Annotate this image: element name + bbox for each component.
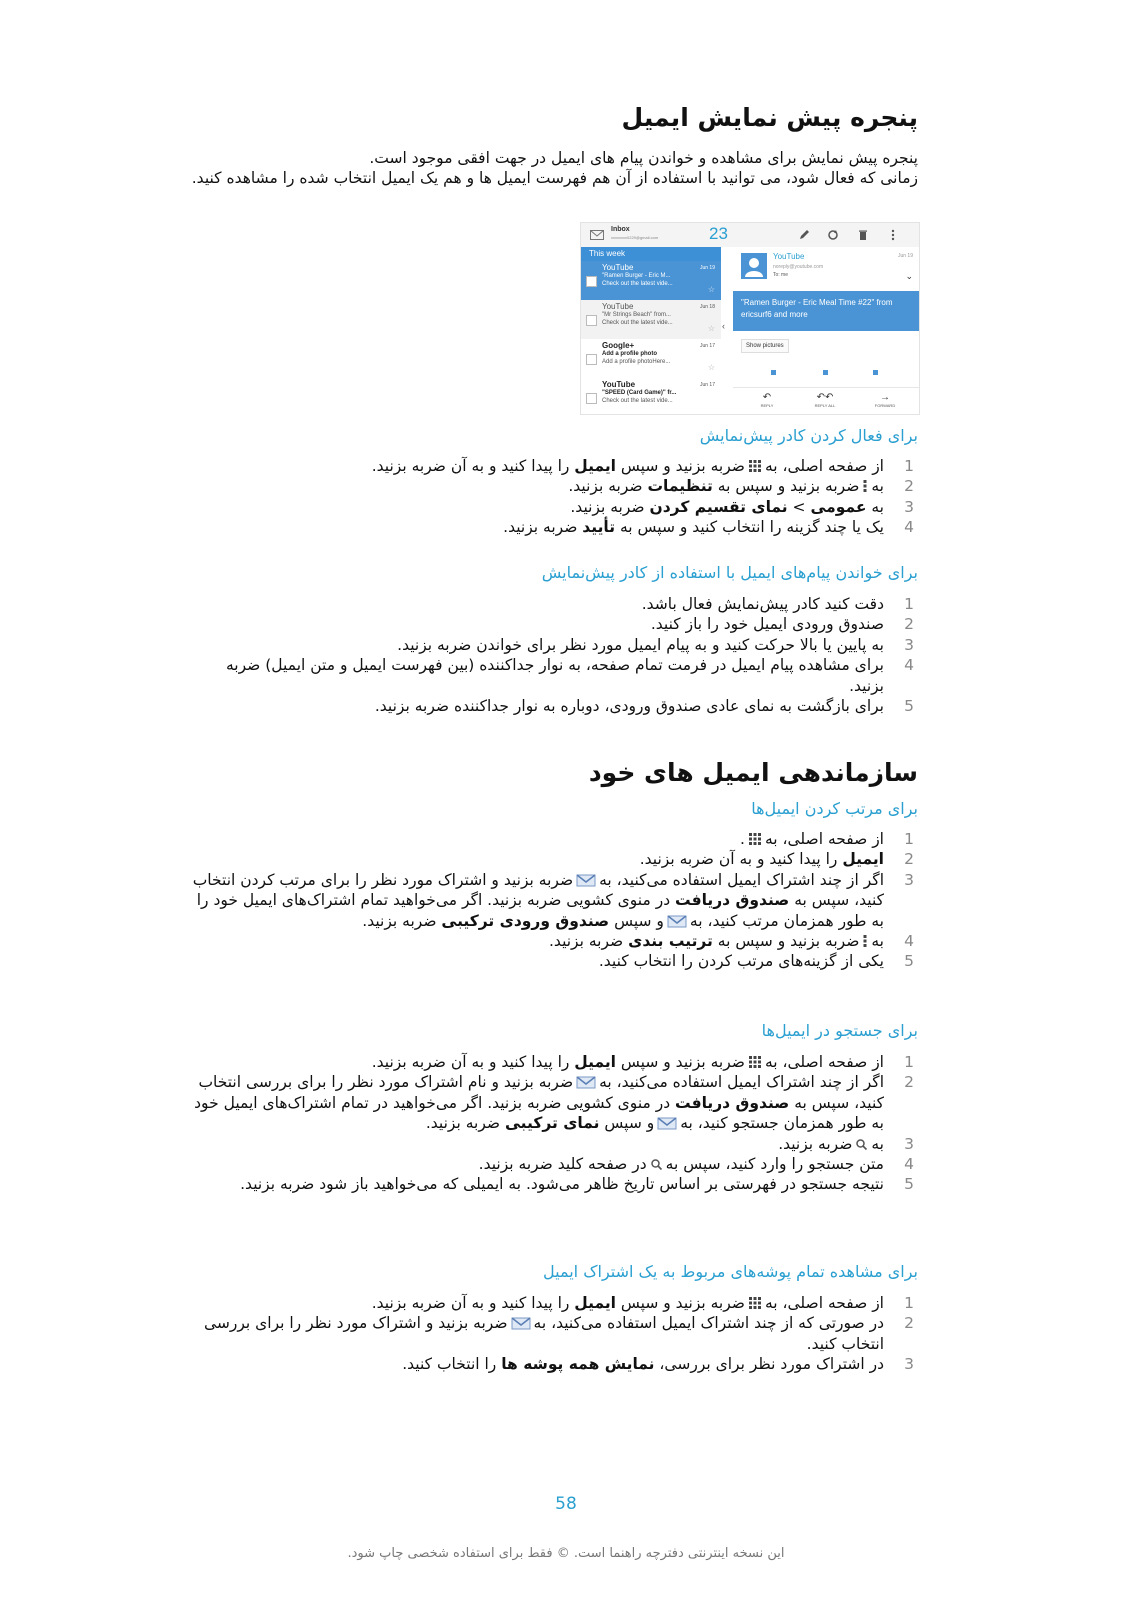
item-sender: YouTube <box>602 302 634 311</box>
step-text: ضربه بزنید. <box>425 1114 501 1133</box>
compose-icon <box>798 229 810 241</box>
reply-all-icon: ↶↶ <box>816 392 834 403</box>
item-sender: Google+ <box>602 341 635 350</box>
step-text: ضربه بزنید و اشتراک مورد نظر را برای مرتب کردن انتخاب کنید، سپس به <box>192 870 884 910</box>
item-date: Jun 19 <box>699 265 715 271</box>
image-placeholder <box>771 370 776 375</box>
step-text: ضربه بزنید. <box>549 932 624 951</box>
step-number: 3 <box>904 635 914 654</box>
section-title-preview-pane: پنجره پیش نمایش ایمیل <box>621 103 918 132</box>
apps-grid-icon <box>748 1055 762 1069</box>
chevron-down-icon: ⌄ <box>905 271 913 281</box>
refresh-icon <box>827 229 839 241</box>
item-line-2: Check out the latest vide... <box>602 281 673 287</box>
item-line-1: "Ramen Burger - Eric M... <box>602 273 671 279</box>
step-text: را پیدا کنید و به آن ضربه بزنید. <box>371 1294 570 1312</box>
inbox-label: Inbox <box>611 226 630 233</box>
overflow-menu-icon <box>862 934 868 948</box>
step-text: و سپس <box>604 1114 655 1133</box>
star-icon: ☆ <box>707 363 715 372</box>
forward-label: FORWARD <box>874 403 896 408</box>
step-number: 2 <box>904 477 914 496</box>
step-text: ضربه بزنید و سپس <box>620 1294 745 1312</box>
step-text: ضربه بزنید و سپس <box>620 1053 745 1071</box>
item-line-1: "Mr Strings Beach" from... <box>602 312 671 318</box>
steps-sort-emails <box>190 829 918 972</box>
step-text: ضربه بزنید و اشتراک مورد نظر را برای بررسی انتخاب کنید. <box>203 1314 884 1353</box>
search-icon <box>650 1158 663 1171</box>
step-bold: ایمیل <box>574 457 616 475</box>
step-item <box>190 870 918 931</box>
step-text: ضربه بزنید. <box>362 911 437 930</box>
step-number: 2 <box>904 850 914 869</box>
step-text: ضربه بزنید. <box>570 497 645 516</box>
step-item <box>190 1293 918 1313</box>
star-icon: ☆ <box>707 285 715 294</box>
step-text: برای مشاهده پیام ایمیل در فرمت تمام صفحه، به نوار جداکننده (بین فهرست ایمیل و متن ایمیل) ضربه بزنید. <box>226 656 884 695</box>
email-preview-screenshot <box>580 222 920 415</box>
reply-all-action <box>805 392 845 408</box>
chevron-left-icon: ‹ <box>722 321 725 331</box>
email-envelope-icon <box>576 874 596 887</box>
email-list-item <box>581 339 721 378</box>
star-icon: ☆ <box>707 324 715 333</box>
step-number: 3 <box>904 497 914 516</box>
reply-all-label: REPLY ALL <box>814 403 836 408</box>
steps-enable-preview <box>190 456 918 538</box>
subheading-read-with-preview: برای خواندن پیام‌های ایمیل با استفاده از کادر پیش‌نمایش <box>541 563 918 582</box>
step-bold: ایمیل <box>574 1053 616 1071</box>
step-text: صندوق ورودی ایمیل خود را باز کنید. <box>650 615 884 634</box>
email-list-pane <box>581 247 721 414</box>
email-envelope-icon <box>576 1076 596 1089</box>
intro-line-1: پنجره پیش نمایش برای مشاهده و خواندن پیام های ایمیل در جهت افقی موجود است. <box>369 149 918 167</box>
checkbox <box>586 393 597 404</box>
unread-count: 23 <box>709 224 728 243</box>
step-text: به پایین یا بالا حرکت کنید و به پیام ایمیل مورد نظر برای خواندن ضربه بزنید. <box>397 635 884 654</box>
step-number: 3 <box>904 870 914 889</box>
step-separator: > <box>787 497 811 516</box>
step-number: 2 <box>904 1073 914 1092</box>
item-line-2: Check out the latest vide... <box>602 398 673 404</box>
steps-read-with-preview <box>190 594 918 716</box>
step-number: 4 <box>904 656 914 675</box>
step-text: در صورتی که از چند اشتراک ایمیل استفاده می‌کنید، به <box>533 1314 884 1333</box>
apps-grid-icon <box>748 459 762 473</box>
step-text: در اشتراک مورد نظر برای بررسی، <box>659 1355 884 1374</box>
item-sender: YouTube <box>602 380 636 389</box>
step-item <box>190 614 918 634</box>
step-bold: نمای ترکیبی <box>504 1114 600 1133</box>
step-item <box>190 1354 918 1374</box>
checkbox <box>586 276 597 287</box>
step-text: به <box>871 497 884 516</box>
step-number: 2 <box>904 1314 914 1333</box>
subheading-sort-emails: برای مرتب کردن ایمیل‌ها <box>751 799 918 818</box>
step-number: 1 <box>904 1294 914 1312</box>
intro-line-2: زمانی که فعال شود، می توانید با استفاده از آن هم فهرست ایمیل ها و هم یک ایمیل انتخاب شده را مشاهده کنید. <box>191 169 918 187</box>
steps-search-emails <box>190 1052 918 1195</box>
step-bold: ایمیل <box>574 1294 616 1312</box>
step-number: 4 <box>904 1155 914 1174</box>
step-item <box>190 635 918 655</box>
step-item <box>190 1052 918 1072</box>
email-toolbar <box>581 223 919 247</box>
step-text: ضربه بزنید. <box>568 477 643 496</box>
reader-actions <box>733 387 919 414</box>
step-text: از صفحه اصلی، به <box>764 1294 884 1312</box>
step-number: 2 <box>904 615 914 634</box>
item-date: Jun 17 <box>699 343 715 349</box>
step-number: 1 <box>904 595 914 613</box>
reader-sender: YouTube <box>773 252 805 261</box>
step-item <box>190 497 918 517</box>
step-text: در صفحه کلید ضربه بزنید. <box>478 1155 647 1174</box>
email-envelope-icon <box>590 230 604 240</box>
page-footer: این نسخه اینترنتی دفترچه راهنما است. © فقط برای استفاده شخصی چاپ شود. <box>347 1546 785 1561</box>
reader-subject: "Ramen Burger - Eric Meal Time #22" from ericsurf6 and more <box>733 291 919 331</box>
forward-action <box>865 392 905 408</box>
step-number: 3 <box>904 1355 914 1374</box>
item-date: Jun 18 <box>699 304 715 310</box>
step-text: در منوی کشویی ضربه بزنید. اگر می‌خواهید تمام اشتراک‌های ایمیل خود را به طور همزمان مرتب کنید، به <box>196 891 884 930</box>
step-text: را پیدا کنید و به آن ضربه بزنید. <box>371 1053 570 1071</box>
step-text: را انتخاب کنید. <box>402 1355 497 1374</box>
avatar <box>741 253 767 279</box>
step-item <box>190 655 918 696</box>
step-text: را پیدا کنید و به آن ضربه بزنید. <box>371 457 570 475</box>
step-bold: نمای تقسیم کردن <box>649 497 788 516</box>
step-text: ضربه بزنید و نام اشتراک مورد نظر را برای بررسی انتخاب کنید، سپس به <box>198 1073 884 1112</box>
step-text: در منوی کشویی ضربه بزنید. اگر می‌خواهید در تمام اشتراک‌های ایمیل خود به طور همزمان جستجو کنید، به <box>194 1093 884 1133</box>
step-item <box>190 1072 918 1133</box>
item-sender: YouTube <box>602 263 634 272</box>
step-text: از صفحه اصلی، به <box>764 830 884 848</box>
step-bold: صندوق ورودی ترکیبی <box>441 911 610 930</box>
step-bold: صندوق دریافت <box>675 1093 790 1112</box>
email-list-item <box>581 378 721 415</box>
search-icon <box>855 1138 868 1151</box>
step-number: 5 <box>904 697 914 716</box>
email-envelope-icon <box>511 1317 531 1330</box>
email-envelope-icon <box>657 1117 677 1130</box>
step-item <box>190 456 918 476</box>
step-number: 1 <box>904 457 914 475</box>
step-bold: عمومی <box>810 497 867 516</box>
apps-grid-icon <box>748 832 762 846</box>
step-text: ضربه بزنید و سپس <box>620 457 745 475</box>
step-item <box>190 931 918 951</box>
subheading-enable-preview: برای فعال کردن کادر پیش‌نمایش <box>699 426 918 445</box>
person-icon <box>741 253 767 279</box>
reader-address: noreply@youtube.com <box>773 264 824 270</box>
step-item <box>190 476 918 496</box>
image-placeholders <box>733 370 919 378</box>
email-list-item <box>581 300 721 339</box>
step-text: . <box>740 830 745 848</box>
subheading-search-emails: برای جستجو در ایمیل‌ها <box>761 1021 918 1040</box>
step-text: متن جستجو را وارد کنید، سپس به <box>665 1155 884 1174</box>
step-bold: ترتیب بندی <box>628 932 713 951</box>
email-list-item <box>581 261 721 300</box>
step-item <box>190 829 918 849</box>
step-text: و سپس <box>614 911 664 930</box>
step-item <box>190 849 918 869</box>
reply-icon: ↶ <box>762 392 772 403</box>
step-text: یکی از گزینه‌های مرتب کردن را انتخاب کنید. <box>598 952 884 971</box>
step-text: به <box>871 1134 884 1153</box>
item-line-2: Check out the latest vide... <box>602 320 673 326</box>
email-envelope-icon <box>667 915 687 928</box>
step-text: اگر از چند اشتراک ایمیل استفاده می‌کنید، به <box>599 870 884 889</box>
section-title-organize: سازماندهی ایمیل های خود <box>588 758 918 787</box>
checkbox <box>586 354 597 365</box>
step-bold: ایمیل <box>842 850 884 869</box>
image-placeholder <box>873 370 878 375</box>
step-number: 1 <box>904 830 914 848</box>
step-item <box>190 951 918 971</box>
step-text: را پیدا کنید و به آن ضربه بزنید. <box>639 850 838 869</box>
step-number: 4 <box>904 932 914 951</box>
image-placeholder <box>823 370 828 375</box>
step-bold: تنظیمات <box>647 477 713 496</box>
week-header: This week <box>581 247 721 261</box>
item-line-1: "SPEED (Card Game)" fr... <box>602 390 677 396</box>
step-number: 5 <box>904 952 914 971</box>
apps-grid-icon <box>748 1296 762 1310</box>
step-number: 3 <box>904 1134 914 1153</box>
step-bold: نمایش همه پوشه ها <box>501 1355 655 1374</box>
item-line-2: Add a profile photoHere... <box>602 359 671 365</box>
reply-action <box>747 392 787 408</box>
step-text: اگر از چند اشتراک ایمیل استفاده می‌کنید، به <box>599 1073 884 1092</box>
item-line-1: Add a profile photo <box>602 351 657 357</box>
step-item <box>190 696 918 716</box>
step-item <box>190 1134 918 1154</box>
step-item <box>190 594 918 614</box>
step-text: یک یا چند گزینه را انتخاب کنید و سپس به <box>619 518 884 537</box>
reader-date: Jun 19 <box>897 253 913 259</box>
show-pictures-button: Show pictures <box>741 339 789 353</box>
step-number: 4 <box>904 518 914 537</box>
step-item <box>190 1174 918 1194</box>
steps-view-all-folders <box>190 1293 918 1375</box>
forward-icon: → <box>880 392 890 403</box>
step-text: دقت کنید کادر پیش‌نمایش فعال باشد. <box>641 595 884 613</box>
step-item <box>190 1154 918 1174</box>
overflow-menu-icon <box>887 229 899 241</box>
item-date: Jun 17 <box>699 382 715 388</box>
step-text: به <box>871 932 884 951</box>
subheading-view-all-folders: برای مشاهده تمام پوشه‌های مربوط به یک اشتراک ایمیل <box>543 1262 918 1281</box>
step-text: به <box>871 477 884 496</box>
step-text: از صفحه اصلی، به <box>764 457 884 475</box>
account-address: xxxxxxxx0229@gmail.com <box>611 235 659 240</box>
step-text: ضربه بزنید. <box>778 1134 853 1153</box>
checkbox <box>586 315 597 326</box>
step-text: ضربه بزنید. <box>503 518 578 537</box>
reply-label: REPLY <box>760 403 774 408</box>
step-text: از صفحه اصلی، به <box>764 1053 884 1071</box>
step-bold: صندوق دریافت <box>675 891 790 910</box>
step-number: 1 <box>904 1053 914 1071</box>
step-item <box>190 1313 918 1354</box>
reader-recipient: To: me <box>773 272 789 278</box>
trash-icon <box>857 229 869 241</box>
step-text: برای بازگشت به نمای عادی صندوق ورودی، دوباره به نوار جداکننده ضربه بزنید. <box>374 697 884 716</box>
intro-paragraph <box>190 148 918 188</box>
step-text: نتیجه جستجو در فهرستی بر اساس تاریخ ظاهر می‌شود. به ایمیلی که می‌خواهید باز شود ضربه بزنید. <box>240 1175 884 1194</box>
step-bold: تأیید <box>582 518 616 537</box>
page-number: 58 <box>555 1494 577 1514</box>
step-text: ضربه بزنید و سپس به <box>717 477 860 496</box>
step-text: ضربه بزنید و سپس به <box>717 932 860 951</box>
step-item <box>190 517 918 537</box>
step-number: 5 <box>904 1175 914 1194</box>
document-page <box>190 0 918 1600</box>
overflow-menu-icon <box>862 479 868 493</box>
reading-pane <box>733 247 919 414</box>
